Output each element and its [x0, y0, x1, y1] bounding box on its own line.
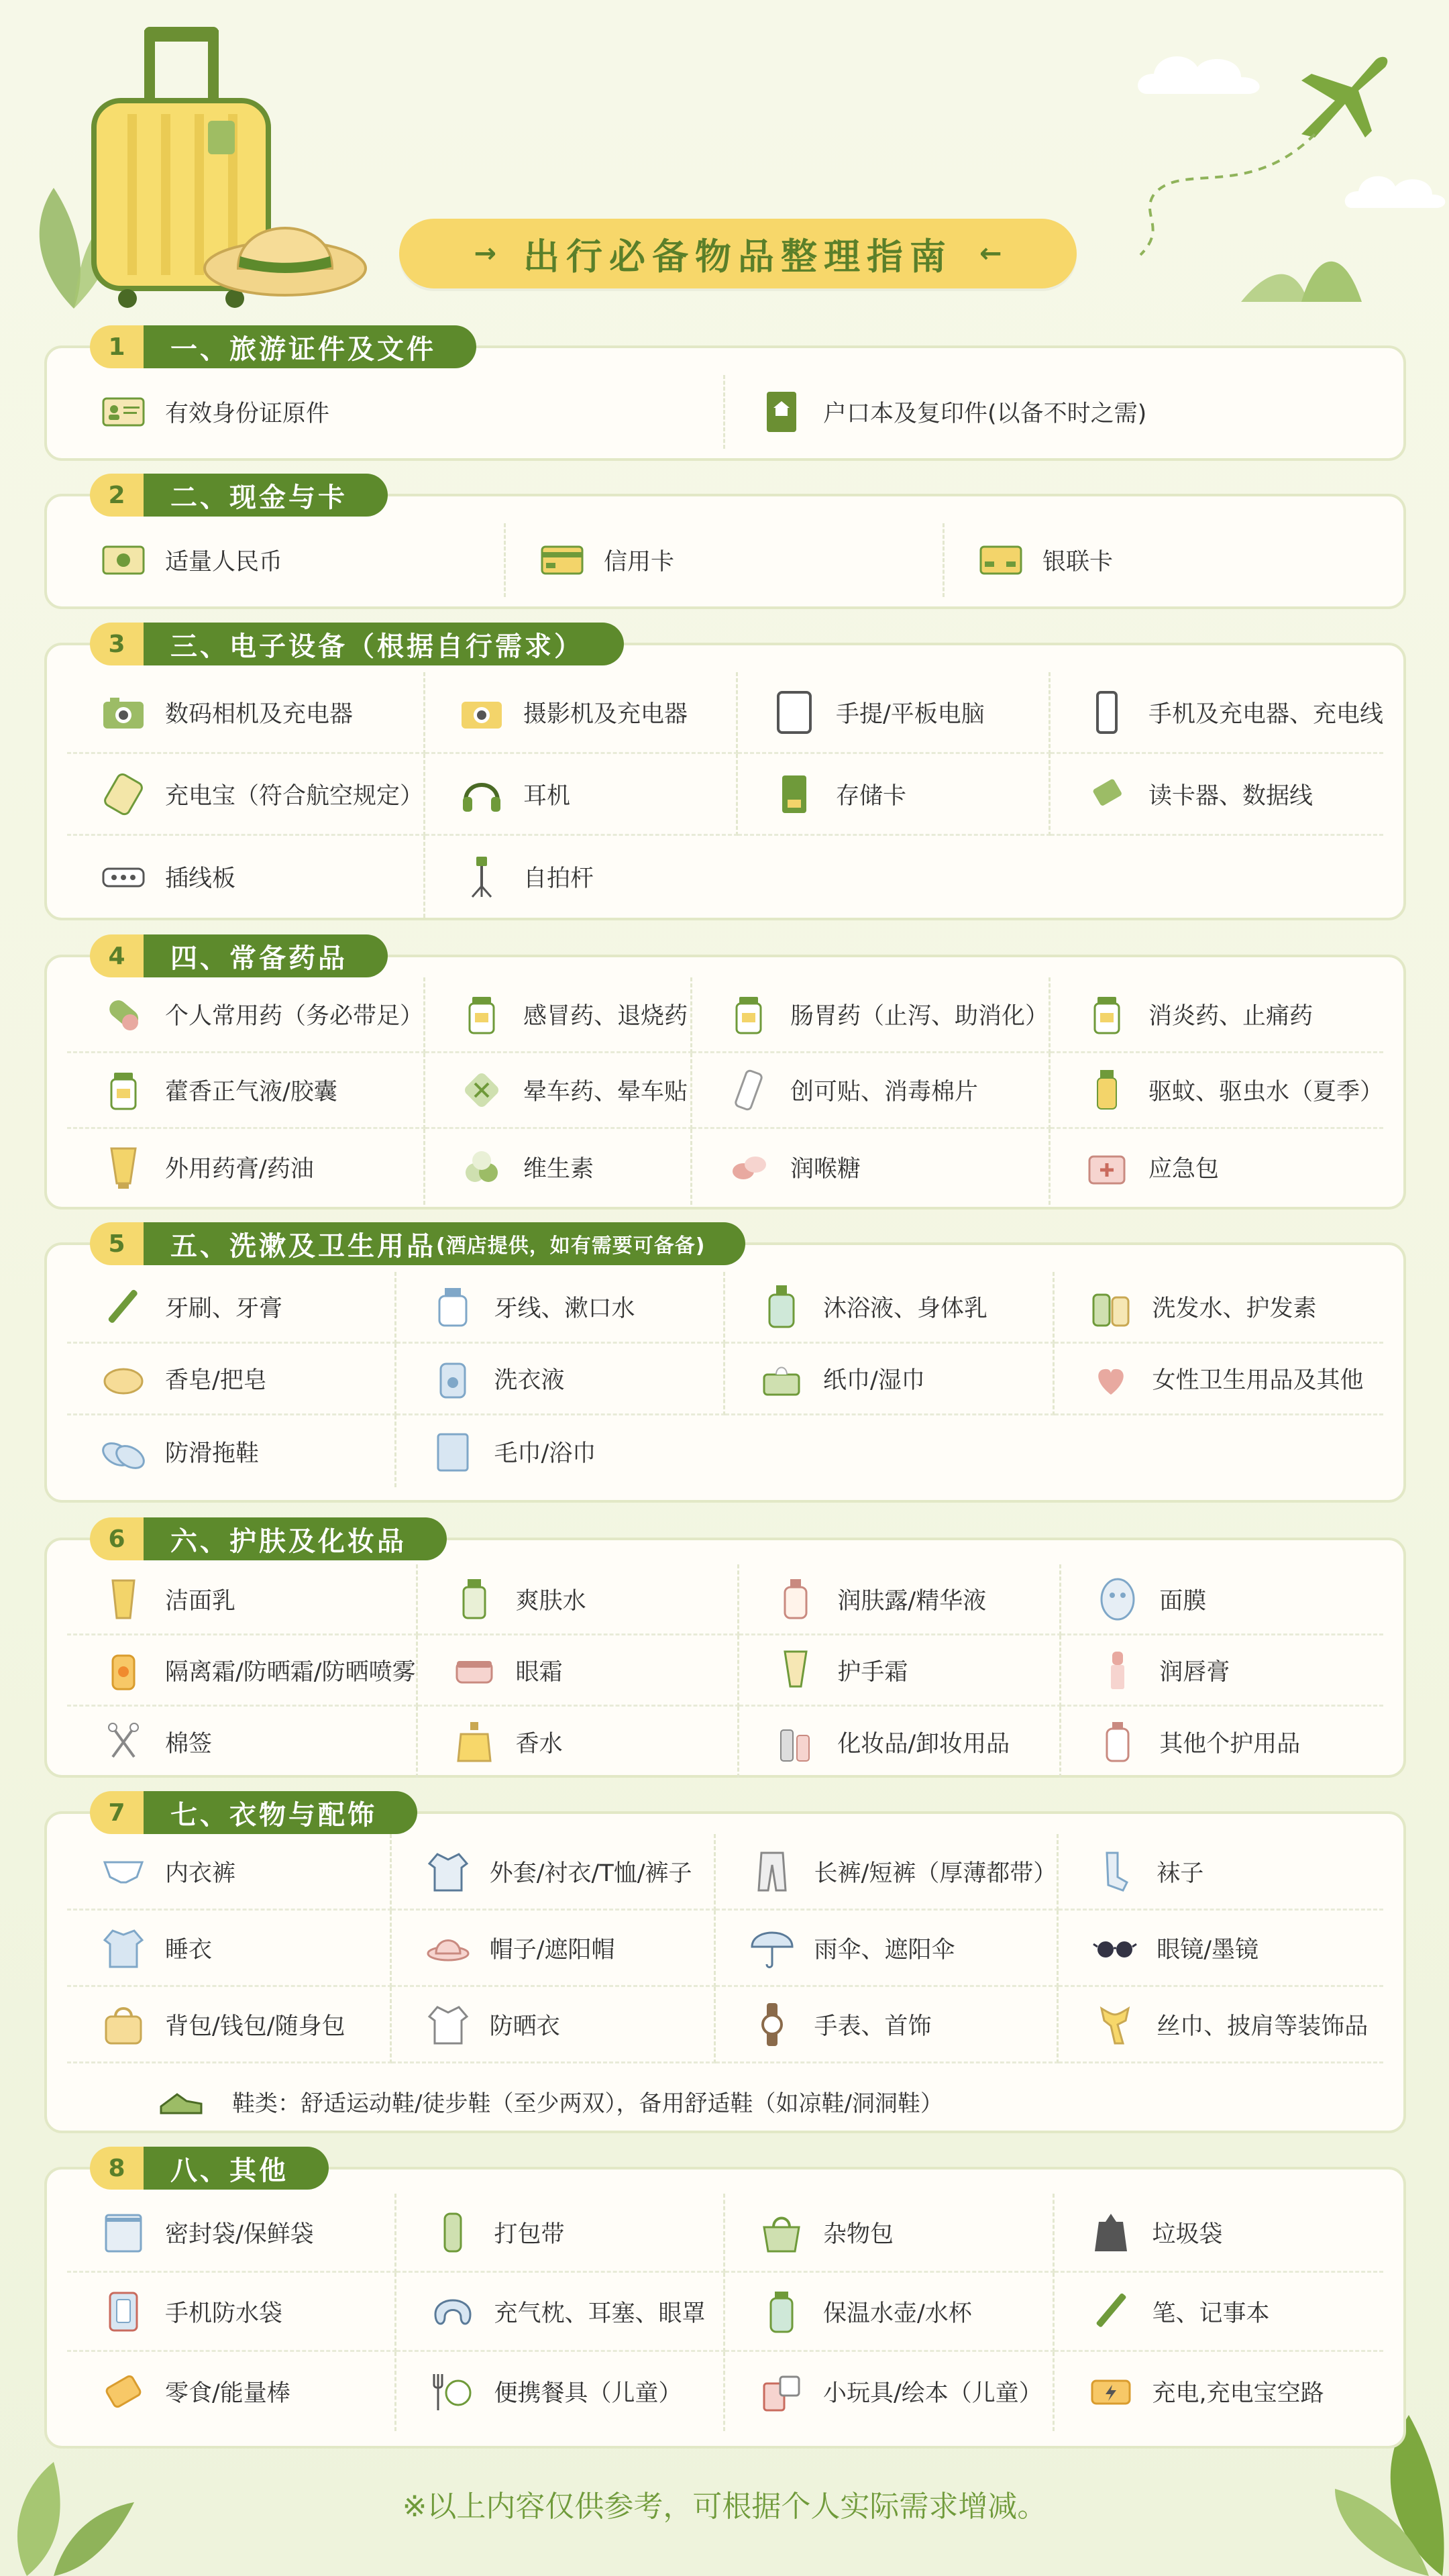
checklist-item	[1055, 1344, 1384, 1415]
item-label: 藿香正气液/胶囊	[165, 1079, 337, 1106]
checklist-item	[418, 1635, 740, 1707]
section-number: 8	[90, 2147, 144, 2190]
item-label: 密封袋/保鲜袋	[165, 2220, 314, 2248]
item-label: 防晒衣	[489, 2012, 560, 2040]
footer-note: ※以上内容仅供参考，可根据个人实际需求增减。	[402, 2489, 1047, 2524]
perfume-icon	[450, 1718, 498, 1766]
trash-bag-icon	[1087, 2208, 1135, 2257]
section-header	[90, 934, 388, 977]
item-label: 打包带	[494, 2220, 565, 2248]
toothbrush-icon	[99, 1283, 148, 1331]
trousers-icon	[748, 1847, 796, 1896]
cloud-decoration	[1342, 168, 1449, 215]
item-label: 润喉糖	[790, 1155, 861, 1183]
checklist-item	[739, 1564, 1061, 1635]
checklist-item	[1061, 1707, 1383, 1778]
bag-icon	[99, 2000, 148, 2049]
section-number: 2	[90, 474, 144, 517]
charger-icon	[1087, 2367, 1135, 2416]
checklist-item	[418, 1564, 740, 1635]
section-header	[90, 2147, 329, 2190]
item-label: 存储卡	[836, 782, 907, 810]
checklist-item	[67, 523, 506, 597]
section-title	[144, 934, 388, 977]
snack-bar-icon	[99, 2367, 148, 2416]
item-label: 雨伞、遮阳伞	[814, 1936, 955, 1964]
section-7	[44, 1799, 1406, 2133]
memory-card-icon	[770, 770, 818, 818]
checklist-item	[725, 2273, 1055, 2352]
item-label: 护手霜	[837, 1658, 908, 1686]
section-number: 5	[90, 1222, 144, 1265]
checklist-item	[738, 672, 1051, 754]
pen-icon	[1087, 2288, 1135, 2336]
household-book-icon	[757, 388, 806, 436]
checklist-item	[67, 672, 425, 754]
checklist-item	[392, 1834, 716, 1911]
medicine-bottle-icon	[1083, 990, 1131, 1038]
item-label: 女性卫生用品及其他	[1152, 1367, 1364, 1394]
lip-balm-icon	[1093, 1646, 1142, 1695]
checklist-item	[692, 1053, 1051, 1129]
section-title	[144, 1517, 447, 1560]
first-aid-kit-icon	[1083, 1143, 1131, 1191]
checklist-item	[67, 977, 425, 1053]
item-label: 维生素	[523, 1155, 594, 1183]
sun-protective-coat-icon	[424, 2000, 472, 2049]
item-label: 外用药膏/药油	[165, 1155, 314, 1183]
shampoo-icon	[1087, 1283, 1135, 1331]
item-label: 垃圾袋	[1152, 2220, 1223, 2248]
item-label: 纸巾/湿巾	[823, 1367, 925, 1394]
socks-icon	[1091, 1847, 1139, 1896]
selfie-stick-icon	[458, 853, 506, 901]
towel-icon	[429, 1428, 477, 1476]
card-reader-icon	[1083, 770, 1131, 818]
item-label: 零食/能量棒	[165, 2380, 290, 2407]
checklist-item	[1055, 2194, 1384, 2273]
checklist-item	[425, 977, 692, 1053]
checklist-item	[67, 836, 425, 918]
mouthwash-icon	[429, 1283, 477, 1331]
checklist-item	[67, 375, 725, 449]
section-title	[144, 623, 624, 665]
checklist-item	[425, 1129, 692, 1205]
section-number: 6	[90, 1517, 144, 1560]
tableware-icon	[429, 2367, 477, 2416]
checklist-item	[67, 2194, 396, 2273]
item-label: 牙刷、牙膏	[165, 1295, 283, 1322]
item-grid	[47, 523, 1403, 597]
sunglasses-icon	[1091, 1924, 1139, 1972]
checklist-item	[67, 2352, 396, 2431]
item-label: 小玩具/绘本（儿童）	[823, 2380, 1042, 2407]
section-6	[44, 1525, 1406, 1778]
checklist-item	[425, 754, 738, 836]
lotion-icon	[771, 1575, 820, 1623]
section-1	[44, 333, 1406, 461]
item-label: 香水	[515, 1731, 563, 1758]
item-label: 户口本及复印件(以备不时之需)	[823, 400, 1147, 427]
section-title	[144, 1222, 745, 1265]
shoes-note	[148, 2077, 943, 2125]
item-label: 应急包	[1148, 1155, 1219, 1183]
section-3	[44, 630, 1406, 920]
checklist-item	[692, 1129, 1051, 1205]
checklist-item	[725, 1272, 1055, 1344]
section-number: 3	[90, 623, 144, 665]
item-grid	[47, 2194, 1403, 2431]
section-header	[90, 474, 388, 517]
checklist-item	[67, 754, 425, 836]
checklist-item	[67, 1834, 392, 1911]
checklist-item	[396, 2194, 726, 2273]
soap-icon	[99, 1354, 148, 1403]
checklist-item	[716, 1911, 1059, 1987]
checklist-item	[725, 2194, 1055, 2273]
item-label: 洁面乳	[165, 1587, 236, 1615]
bandage-icon	[724, 1066, 773, 1114]
toner-icon	[450, 1575, 498, 1623]
section-header	[90, 1791, 417, 1834]
item-label: 内衣裤	[165, 1860, 236, 1887]
medicine-bottle-icon	[99, 1066, 148, 1114]
spray-bottle-icon	[1083, 1066, 1131, 1114]
sneakers-icon	[148, 2077, 215, 2125]
scarf-icon	[1091, 2000, 1139, 2049]
item-label: 其他个护用品	[1159, 1731, 1301, 1758]
tablet-icon	[770, 688, 818, 737]
ointment-tube-icon	[99, 1143, 148, 1191]
item-label: 肠胃药（止泻、助消化）	[790, 1003, 1049, 1030]
checklist-item	[506, 523, 945, 597]
power-strip-icon	[99, 853, 148, 901]
shoes-note-text: 鞋类：舒适运动鞋/徒步鞋（至少两双），备用舒适鞋（如凉鞋/洞洞鞋）	[232, 2090, 943, 2117]
section-title-text: 五、洗漱及卫生用品	[170, 1230, 436, 1262]
checklist-item	[1061, 1564, 1383, 1635]
checklist-item	[396, 1344, 726, 1415]
checklist-item	[1051, 754, 1383, 836]
eye-cream-icon	[450, 1646, 498, 1695]
unionpay-card-icon	[977, 536, 1025, 584]
arrow-icon: ←	[979, 238, 1002, 269]
section-header	[90, 1517, 447, 1560]
slippers-icon	[99, 1428, 148, 1476]
patch-icon	[458, 1066, 506, 1114]
pajamas-icon	[99, 1924, 148, 1972]
toy-icon	[757, 2367, 806, 2416]
shower-gel-icon	[757, 1283, 806, 1331]
item-label: 有效身份证原件	[165, 400, 330, 427]
lozenge-icon	[724, 1143, 773, 1191]
item-grid	[47, 977, 1403, 1205]
item-label: 面膜	[1159, 1587, 1207, 1615]
checklist-item	[1059, 1987, 1383, 2063]
item-label: 保温水壶/水杯	[823, 2300, 972, 2327]
item-label: 创可贴、消毒棉片	[790, 1079, 978, 1106]
packing-tape-icon	[429, 2208, 477, 2257]
section-title-text: 八、其他	[170, 2155, 288, 2186]
checklist-item	[1055, 1272, 1384, 1344]
section-5	[44, 1230, 1406, 1503]
checklist-item	[725, 375, 1383, 449]
section-title-text: 二、现金与卡	[170, 482, 347, 513]
item-label: 毛巾/浴巾	[494, 1440, 596, 1467]
checklist-item	[67, 1564, 418, 1635]
medicine-bottle-icon	[458, 990, 506, 1038]
cleanser-icon	[99, 1575, 148, 1623]
section-subtitle: (酒店提供，如有需要可备备)	[436, 1234, 706, 1258]
checklist-item	[396, 2273, 726, 2352]
checklist-item	[425, 672, 738, 754]
item-label: 睡衣	[165, 1936, 213, 1964]
checklist-item	[1059, 1911, 1383, 1987]
section-title-text: 四、常备药品	[170, 943, 347, 974]
checklist-item	[396, 2352, 726, 2431]
hand-cream-icon	[771, 1646, 820, 1695]
leaves-top-right-decoration	[1228, 228, 1382, 309]
item-label: 手机防水袋	[165, 2300, 283, 2327]
item-label: 晕车药、晕车贴	[523, 1079, 688, 1106]
item-label: 手机及充电器、充电线	[1148, 700, 1383, 728]
checklist-item	[67, 1707, 418, 1778]
phone-icon	[1083, 688, 1131, 737]
checklist-item	[396, 1415, 726, 1487]
tissue-icon	[757, 1354, 806, 1403]
section-number: 1	[90, 325, 144, 368]
item-label: 长裤/短裤（厚薄都带）	[814, 1860, 1057, 1887]
checklist-item	[1059, 1834, 1383, 1911]
checklist-item	[425, 1053, 692, 1129]
section-number: 7	[90, 1791, 144, 1834]
section-title	[144, 1791, 417, 1834]
item-grid	[47, 375, 1403, 449]
cloud-decoration	[1134, 47, 1268, 101]
item-label: 自拍杆	[523, 865, 594, 892]
checklist-item	[392, 1911, 716, 1987]
item-label: 防滑拖鞋	[165, 1440, 260, 1467]
item-label: 外套/衬衣/T恤/裤子	[489, 1860, 692, 1887]
item-label: 适量人民币	[165, 549, 283, 576]
checklist-item	[1051, 1129, 1383, 1205]
checklist-item	[418, 1707, 740, 1778]
item-label: 帽子/遮阳帽	[489, 1936, 615, 1964]
arrow-icon: →	[474, 238, 496, 269]
medicine-bottle-icon	[724, 990, 773, 1038]
cotton-swab-icon	[99, 1718, 148, 1766]
checklist-item	[725, 1344, 1055, 1415]
credit-card-icon	[538, 536, 586, 584]
item-label: 摄影机及充电器	[523, 700, 688, 728]
item-label: 化妆品/卸妆用品	[837, 1731, 1010, 1758]
section-title	[144, 474, 388, 517]
item-label: 香皂/把皂	[165, 1367, 267, 1394]
checklist-item	[1055, 2273, 1384, 2352]
item-label: 驱蚊、驱虫水（夏季）	[1148, 1079, 1383, 1106]
checklist-item	[1055, 2352, 1384, 2431]
power-bank-icon	[99, 770, 148, 818]
checklist-item	[67, 1911, 392, 1987]
umbrella-icon	[748, 1924, 796, 1972]
item-grid	[47, 672, 1403, 918]
checklist-item	[692, 977, 1051, 1053]
watch-icon	[748, 2000, 796, 2049]
item-grid	[47, 1834, 1403, 2063]
detergent-icon	[429, 1354, 477, 1403]
checklist-item	[725, 2352, 1055, 2431]
checklist-item	[67, 1344, 396, 1415]
item-label: 插线板	[165, 865, 236, 892]
checklist-item	[945, 523, 1383, 597]
item-label: 耳机	[523, 782, 571, 810]
cash-icon	[99, 536, 148, 584]
item-label: 润肤露/精华液	[837, 1587, 987, 1615]
item-grid	[47, 1564, 1403, 1778]
feminine-care-icon	[1087, 1354, 1135, 1403]
item-label: 便携餐具（儿童）	[494, 2380, 682, 2407]
checklist-item	[67, 1129, 425, 1205]
checklist-item	[1051, 672, 1383, 754]
item-label: 眼镜/墨镜	[1157, 1936, 1259, 1964]
checklist-item	[67, 2273, 396, 2352]
checklist-item	[392, 1987, 716, 2063]
checklist-item	[67, 1053, 425, 1129]
item-label: 沐浴液、身体乳	[823, 1295, 988, 1322]
item-label: 丝巾、披肩等装饰品	[1157, 2012, 1368, 2040]
item-label: 棉签	[165, 1731, 213, 1758]
pill-icon	[99, 990, 148, 1038]
checklist-item	[425, 836, 738, 918]
item-label: 信用卡	[604, 549, 675, 576]
section-title-text: 六、护肤及化妆品	[170, 1525, 407, 1557]
jacket-icon	[424, 1847, 472, 1896]
section-title	[144, 2147, 329, 2190]
item-label: 洗发水、护发素	[1152, 1295, 1317, 1322]
headphones-icon	[458, 770, 506, 818]
section-header	[90, 325, 476, 368]
checklist-item	[739, 1707, 1061, 1778]
underwear-icon	[99, 1847, 148, 1896]
item-label: 充电宝（符合航空规定）	[165, 782, 424, 810]
section-8	[44, 2154, 1406, 2449]
item-label: 背包/钱包/随身包	[165, 2012, 345, 2040]
sunscreen-icon	[99, 1646, 148, 1695]
section-title-text: 三、电子设备（根据自行需求）	[170, 631, 584, 662]
neck-pillow-icon	[429, 2288, 477, 2336]
video-camera-icon	[458, 688, 506, 737]
checklist-item	[739, 1635, 1061, 1707]
item-label: 手表、首饰	[814, 2012, 932, 2040]
item-label: 袜子	[1157, 1860, 1204, 1887]
item-label: 读卡器、数据线	[1148, 782, 1313, 810]
item-grid	[47, 1272, 1403, 1487]
checklist-item	[67, 1987, 392, 2063]
sun-hat-decoration	[201, 181, 369, 302]
checklist-item	[67, 1415, 396, 1487]
checklist-item	[67, 1272, 396, 1344]
item-label: 数码相机及充电器	[165, 700, 354, 728]
checklist-item	[716, 1834, 1059, 1911]
checklist-item	[716, 1987, 1059, 2063]
page-title: 出行必备物品整理指南	[523, 235, 953, 278]
item-label: 隔离霜/防晒霜/防晒喷雾	[165, 1658, 416, 1686]
item-label: 牙线、漱口水	[494, 1295, 635, 1322]
item-label: 充气枕、耳塞、眼罩	[494, 2300, 706, 2327]
waterproof-phone-bag-icon	[99, 2288, 148, 2336]
face-mask-icon	[1093, 1575, 1142, 1623]
item-label: 洗衣液	[494, 1367, 565, 1394]
section-header	[90, 623, 624, 665]
checklist-item	[67, 1635, 418, 1707]
item-label: 个人常用药（务必带足）	[165, 1003, 424, 1030]
checklist-item	[1061, 1635, 1383, 1707]
item-label: 爽肤水	[515, 1587, 586, 1615]
cosmetics-icon	[771, 1718, 820, 1766]
item-label: 消炎药、止痛药	[1148, 1003, 1313, 1030]
checklist-item	[738, 754, 1051, 836]
item-label: 润唇膏	[1159, 1658, 1230, 1686]
tote-bag-icon	[757, 2208, 806, 2257]
vitamin-icon	[458, 1143, 506, 1191]
item-label: 笔、记事本	[1152, 2300, 1270, 2327]
camera-icon	[99, 688, 148, 737]
section-header	[90, 1222, 745, 1265]
item-label: 充电,充电宝空路	[1152, 2380, 1324, 2407]
item-label: 感冒药、退烧药	[523, 1003, 688, 1030]
section-2	[44, 481, 1406, 609]
checklist-item	[1051, 1053, 1383, 1129]
section-number: 4	[90, 934, 144, 977]
sun-hat-icon	[424, 1924, 472, 1972]
section-4	[44, 942, 1406, 1210]
ziplock-bag-icon	[99, 2208, 148, 2257]
item-label: 手提/平板电脑	[836, 700, 985, 728]
section-title	[144, 325, 476, 368]
section-title-text: 七、衣物与配饰	[170, 1799, 377, 1831]
checklist-item	[396, 1272, 726, 1344]
id-card-icon	[99, 388, 148, 436]
item-label: 杂物包	[823, 2220, 894, 2248]
page-title-banner	[399, 219, 1077, 288]
item-label: 眼霜	[515, 1658, 563, 1686]
thermos-icon	[757, 2288, 806, 2336]
section-title-text: 一、旅游证件及文件	[170, 333, 436, 365]
item-label: 银联卡	[1042, 549, 1114, 576]
checklist-item	[1051, 977, 1383, 1053]
personal-care-icon	[1093, 1718, 1142, 1766]
